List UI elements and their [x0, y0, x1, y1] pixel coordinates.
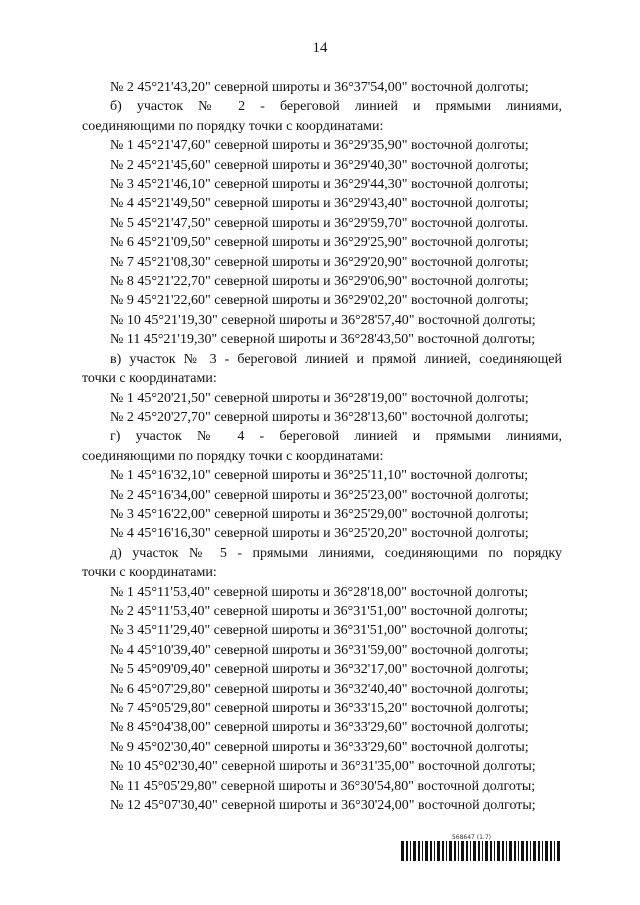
text-line: № 5 45°09'09,40" северной широты и 36°32'17,00" восточной долготы; — [110, 662, 529, 678]
text-line: № 9 45°02'30,40" северной широты и 36°33'29,60" восточной долготы; — [110, 739, 529, 755]
page-number: 14 — [312, 40, 328, 56]
text-line: № 11 45°05'29,80" северной широты и 36°30'54,80" восточной долготы; — [110, 778, 536, 794]
text-line: № 5 45°21'47,50" северной широты и 36°29'59,70" восточной долготы. — [110, 215, 529, 231]
barcode-block — [401, 834, 561, 861]
text-line: точки с координатами: — [82, 565, 217, 581]
text-line: № 6 45°21'09,50" северной широты и 36°29'25,90" восточной долготы; — [110, 235, 529, 251]
text-line: № 3 45°16'22,00" северной широты и 36°25'29,00" восточной долготы; — [110, 506, 529, 522]
text-line: соединяющими по порядку точки с координатами: — [82, 118, 384, 134]
text-line: № 8 45°04'38,00" северной широты и 36°33'29,60" восточной долготы; — [110, 720, 529, 736]
text-line: № 1 45°16'32,10" северной широты и 36°25'11,10" восточной долготы; — [110, 468, 529, 484]
text-line: точки с координатами: — [82, 371, 217, 387]
text-line: № 1 45°21'47,60" северной широты и 36°29'35,90" восточной долготы; — [110, 138, 529, 154]
text-line: № 1 45°20'21,50" северной широты и 36°28'19,00" восточной долготы; — [110, 390, 529, 406]
text-line: № 10 45°21'19,30" северной широты и 36°28'57,40" восточной долготы; — [110, 312, 536, 328]
text-line: № 4 45°16'16,30" северной широты и 36°25'20,20" восточной долготы; — [110, 526, 529, 542]
text-line: № 7 45°21'08,30" северной широты и 36°29'20,90" восточной долготы; — [110, 254, 529, 270]
text-line: № 4 45°10'39,40" северной широты и 36°31'59,00" восточной долготы; — [110, 642, 529, 658]
text-line: № 3 45°11'29,40" северной широты и 36°31'51,00" восточной долготы; — [110, 623, 529, 639]
text-line: № 1 45°11'53,40" северной широты и 36°28'18,00" восточной долготы; — [110, 584, 529, 600]
text-line: № 11 45°21'19,30" северной широты и 36°28'43,50" восточной долготы; — [110, 332, 536, 348]
text-line: № 3 45°21'46,10" северной широты и 36°29'44,30" восточной долготы; — [110, 177, 529, 193]
document-body — [82, 78, 562, 815]
text-line: № 7 45°05'29,80" северной широты и 36°33'15,20" восточной долготы; — [110, 701, 529, 716]
barcode-code: 568647 (1.7) — [451, 834, 491, 841]
text-line: № 12 45°07'30,40" северной широты и 36°30'24,00" восточной долготы; — [110, 798, 536, 814]
text-line: № 2 45°21'45,60" северной широты и 36°29'40,30" восточной долготы; — [110, 157, 529, 173]
text-line: соединяющими по порядку точки с координатами: — [82, 448, 384, 464]
text-line: № 2 45°11'53,40" северной широты и 36°31'51,00" восточной долготы; — [110, 603, 529, 619]
text-line: № 8 45°21'22,70" северной широты и 36°29'06,90" восточной долготы; — [110, 274, 529, 290]
text-line: д) участок № 5 - прямыми линиями, соединяющими по порядку — [110, 545, 562, 561]
text-line: № 6 45°07'29,80" северной широты и 36°32'40,40" восточной долготы; — [110, 681, 529, 697]
text-line: № 2 45°16'34,00" северной широты и 36°25'23,00" восточной долготы; — [110, 487, 529, 503]
text-line: № 4 45°21'49,50" северной широты и 36°29'43,40" восточной долготы; — [110, 196, 529, 212]
text-line: № 2 45°21'43,20" северной широты и 36°37'54,00" восточной долготы; — [110, 80, 529, 95]
text-line: б) участок № 2 - береговой линией и прямыми линиями, — [110, 99, 562, 115]
barcode-icon — [401, 841, 561, 861]
text-line: № 2 45°20'27,70" северной широты и 36°28'13,60" восточной долготы; — [110, 409, 529, 425]
text-line: № 10 45°02'30,40" северной широты и 36°31'35,00" восточной долготы; — [110, 759, 536, 775]
text-line: № 9 45°21'22,60" северной широты и 36°29'02,20" восточной долготы; — [110, 293, 529, 309]
text-line: в) участок № 3 - береговой линией и прямой линией, соединяющей — [110, 351, 562, 367]
text-line: г) участок № 4 - береговой линией и прямыми линиями, — [110, 429, 562, 445]
